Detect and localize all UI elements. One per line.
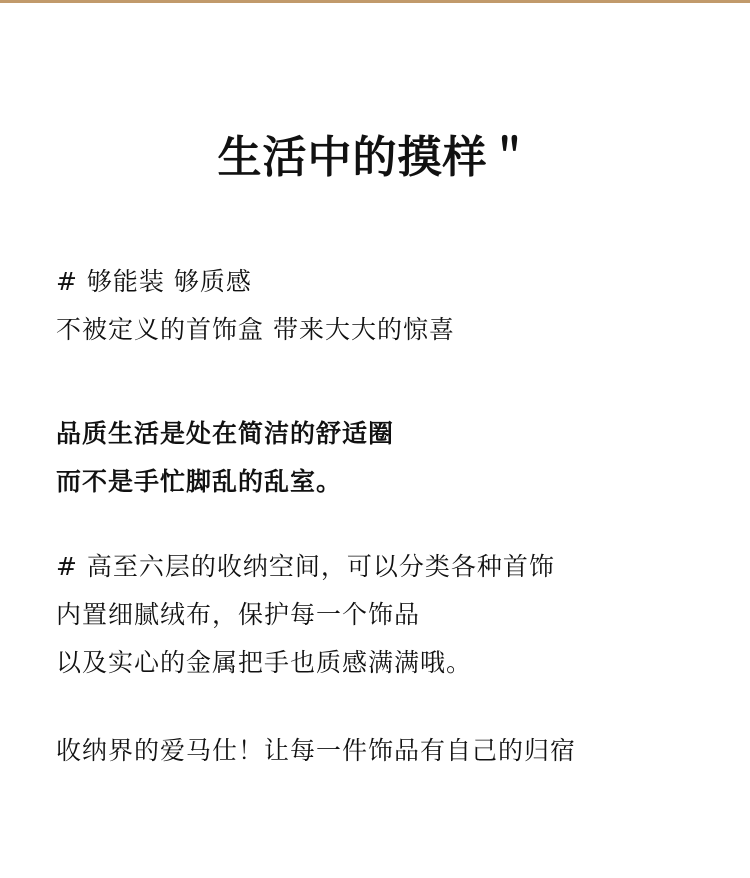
top-divider: [0, 0, 750, 3]
highlight-line-2: 而不是手忙脚乱的乱室。: [56, 467, 343, 496]
highlight-line-1: 品质生活是处在简洁的舒适圈: [56, 419, 395, 448]
page-title: 生活中的摸样＂: [217, 132, 533, 183]
intro-line-2: 不被定义的首饰盒 带来大大的惊喜: [56, 315, 455, 344]
intro-line-1: # 够能装 够质感: [56, 267, 252, 296]
feature-line-3: 以及实心的金属把手也质感满满哦。: [56, 648, 473, 677]
feature-line-2: 内置细腻绒布，保护每一个饰品: [56, 600, 421, 629]
closing-line: 收纳界的爱马仕！让每一件饰品有自己的归宿: [56, 736, 577, 765]
feature-line-1: # 高至六层的收纳空间，可以分类各种首饰: [56, 552, 555, 581]
